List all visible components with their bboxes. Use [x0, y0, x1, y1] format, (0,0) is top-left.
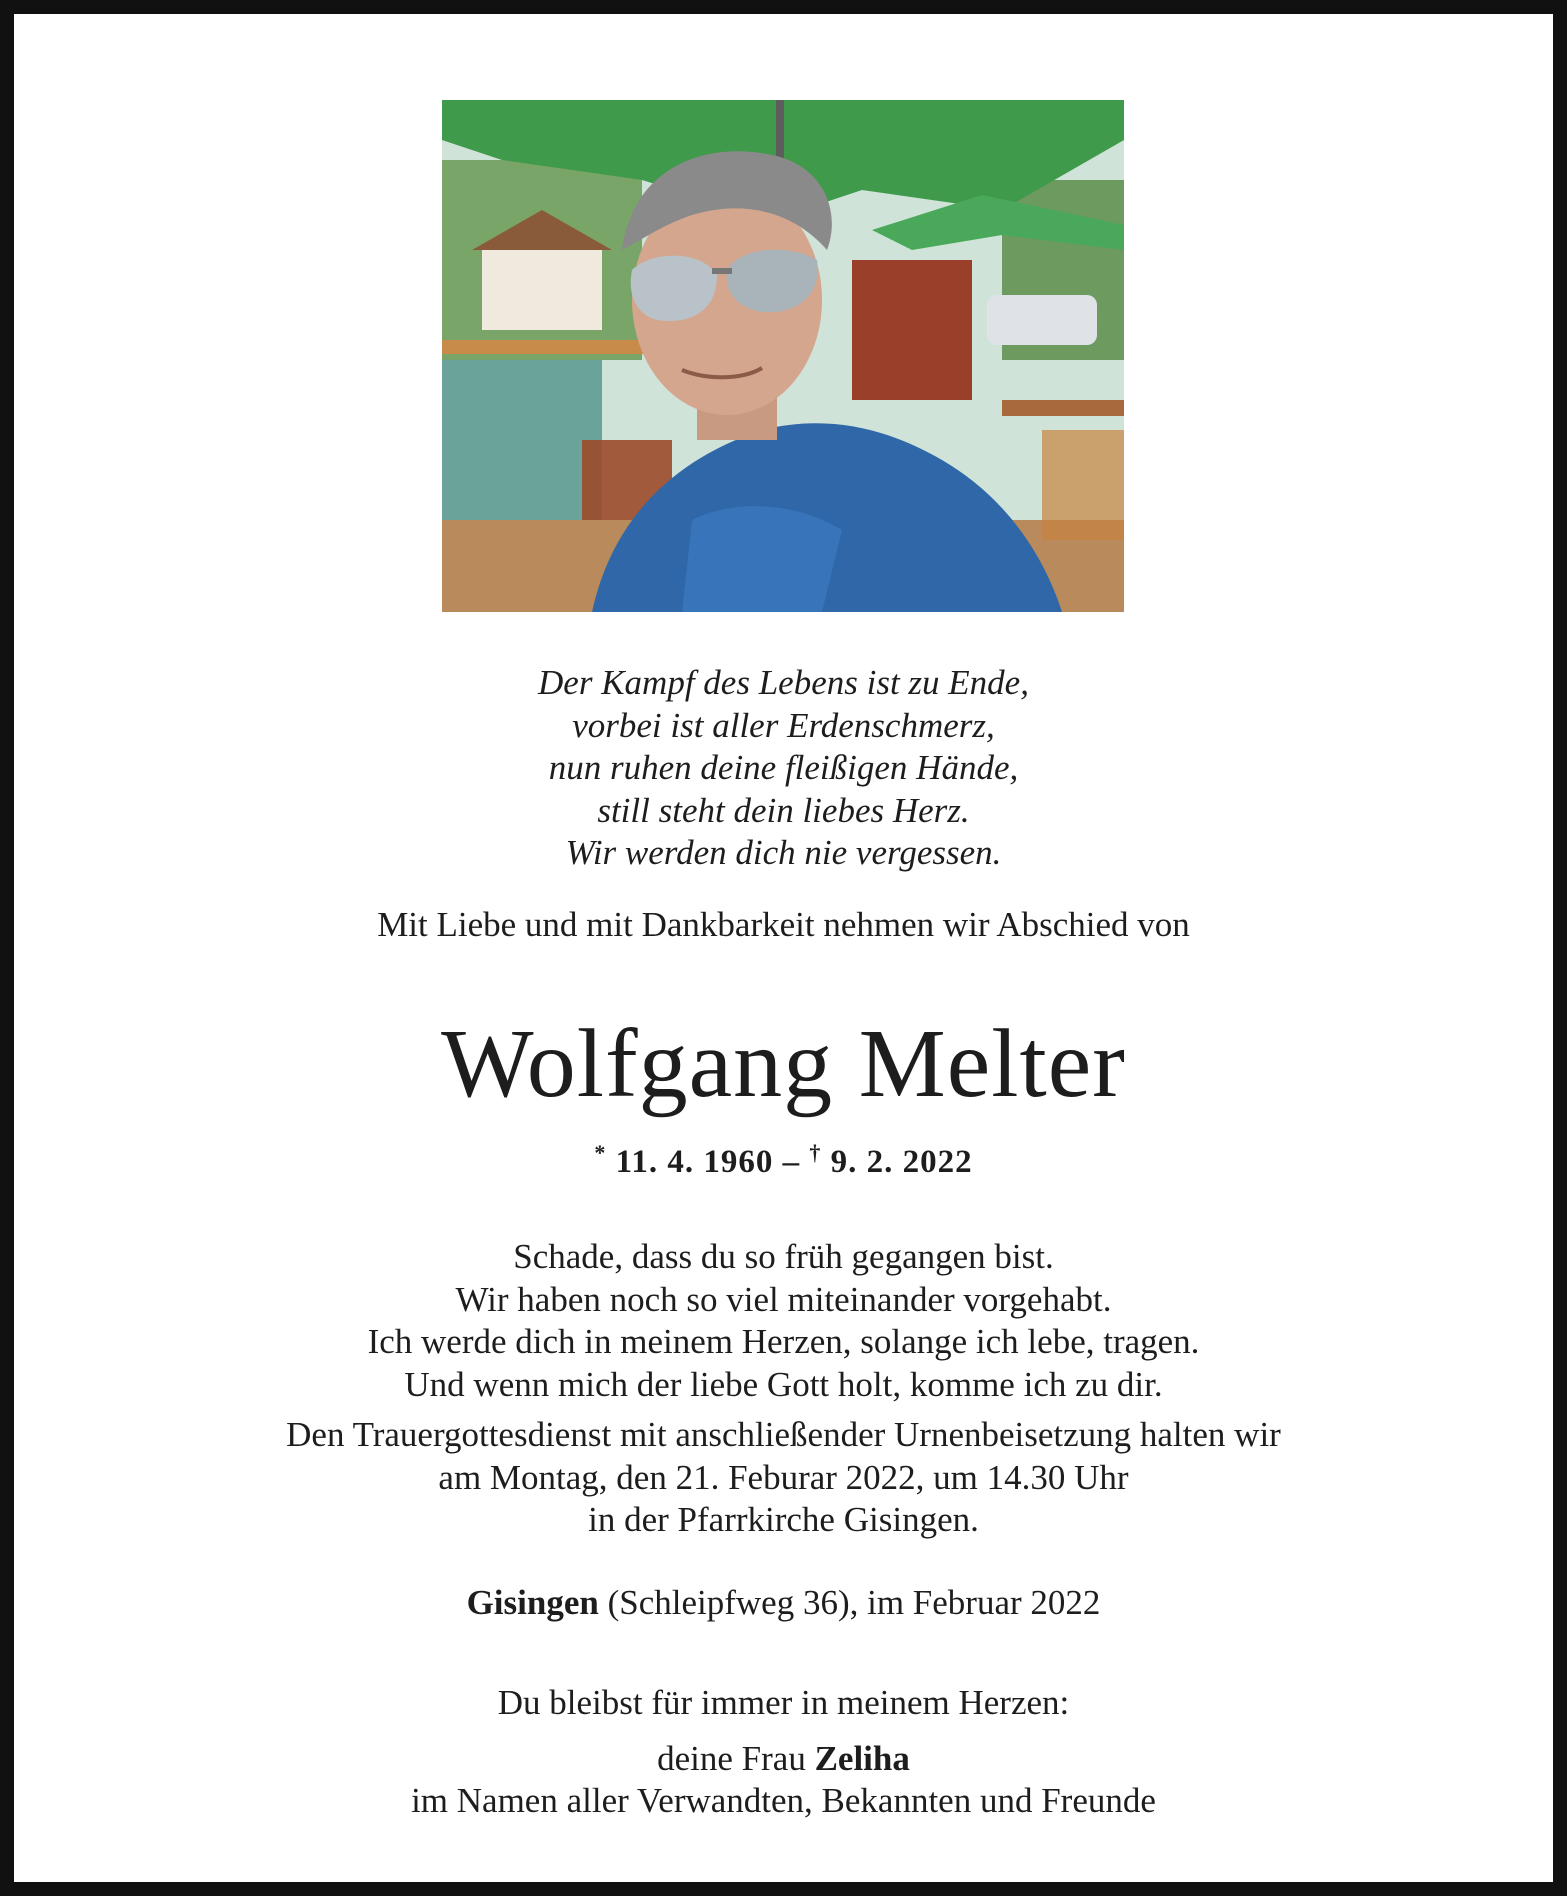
verse-line: nun ruhen deine fleißigen Hände,	[548, 748, 1019, 787]
verse-line: still steht dein liebes Herz.	[597, 790, 970, 830]
message-line: Und wenn mich der liebe Gott holt, komme ich zu dir.	[404, 1364, 1163, 1404]
signature-line	[14, 1738, 1553, 1780]
signature-name: Zeliha	[814, 1739, 910, 1778]
service-info	[14, 1414, 1553, 1542]
verse-line: Der Kampf des Lebens ist zu Ende,	[538, 663, 1029, 702]
service-line: Den Trauergottesdienst mit anschließender Urnenbeisetzung halten wir	[286, 1415, 1281, 1454]
place-details: (Schleipfweg 36), im Februar 2022	[598, 1583, 1101, 1622]
personal-message	[14, 1236, 1553, 1406]
service-line: in der Pfarrkirche Gisingen.	[588, 1500, 979, 1539]
signature-line-2: im Namen aller Verwandten, Bekannten und Freunde	[411, 1781, 1156, 1820]
portrait-photo	[442, 100, 1124, 612]
message-line: Schade, dass du so früh gegangen bist.	[513, 1237, 1054, 1276]
memorial-verse	[14, 662, 1553, 875]
birth-mark: *	[594, 1140, 607, 1165]
date-separator: –	[773, 1144, 810, 1180]
signature-block	[14, 1738, 1553, 1822]
death-mark: †	[809, 1140, 822, 1165]
obituary-page	[14, 14, 1553, 1882]
service-line: am Montag, den 21. Feburar 2022, um 14.30 Uhr	[438, 1457, 1129, 1497]
deceased-name: Wolfgang Melter	[441, 1010, 1126, 1118]
verse-line: Wir werden dich nie vergessen.	[565, 833, 1002, 872]
portrait-illustration	[442, 100, 1124, 612]
closing-line: Du bleibst für immer in meinem Herzen:	[497, 1683, 1070, 1722]
death-date: 9. 2. 2022	[830, 1144, 973, 1180]
place-town: Gisingen	[466, 1583, 599, 1622]
birth-date: 11. 4. 1960	[615, 1144, 774, 1180]
farewell-intro: Mit Liebe und mit Dankbarkeit nehmen wir Abschied von	[377, 905, 1190, 944]
signature-prefix: deine Frau	[657, 1739, 815, 1778]
place-and-date	[14, 1582, 1553, 1624]
message-line: Ich werde dich in meinem Herzen, solange ich lebe, tragen.	[367, 1322, 1200, 1361]
verse-line: vorbei ist aller Erdenschmerz,	[572, 705, 995, 745]
life-dates	[14, 1142, 1553, 1182]
message-line: Wir haben noch so viel miteinander vorgehabt.	[455, 1279, 1112, 1319]
